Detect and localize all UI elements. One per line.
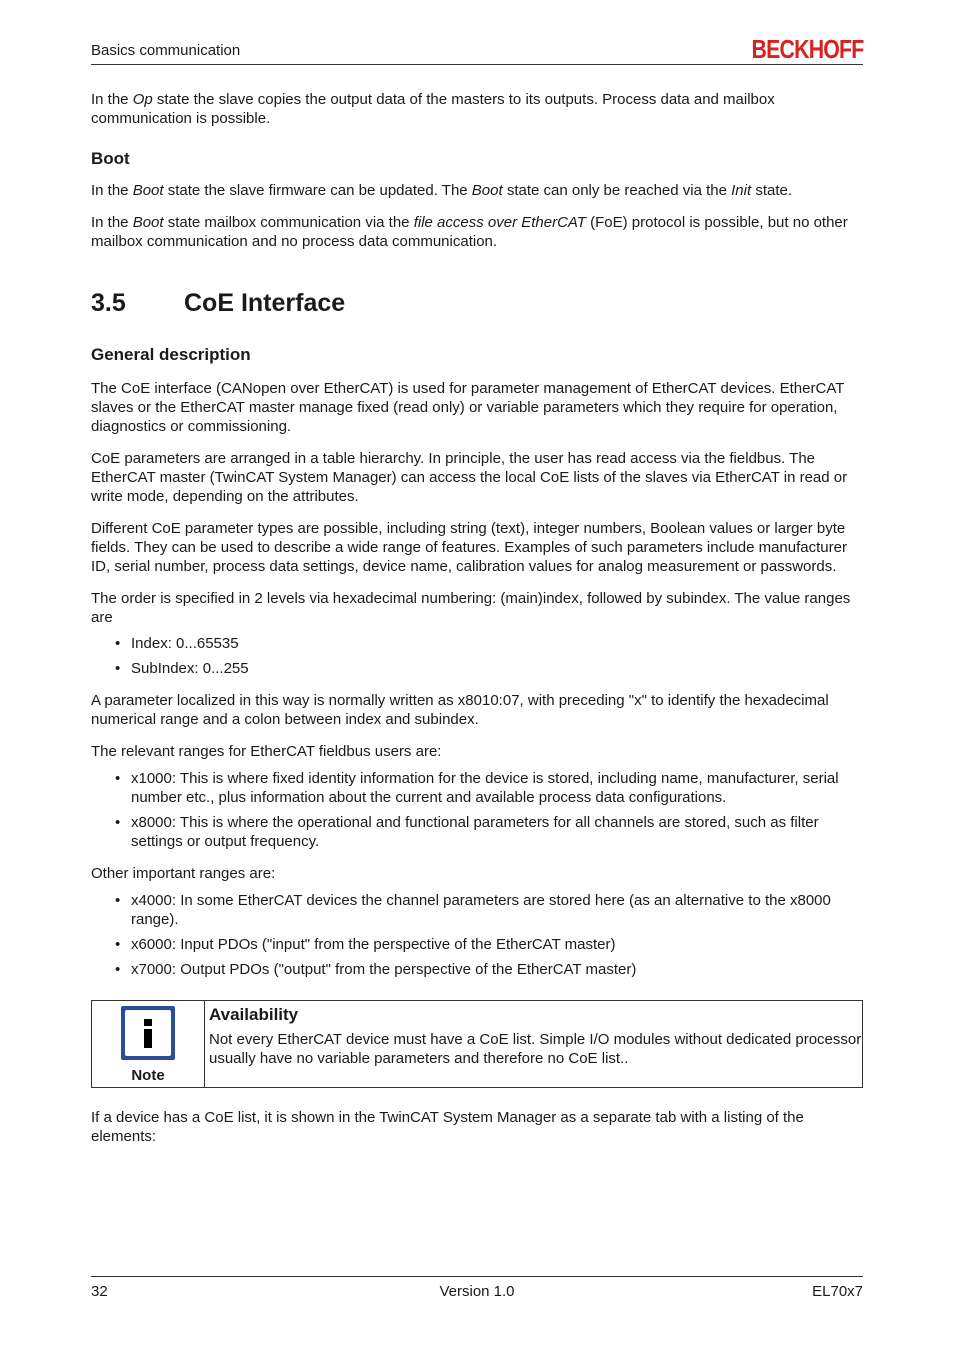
- boot-heading: Boot: [91, 149, 130, 168]
- section-heading: [91, 288, 863, 318]
- list-item: • SubIndex: 0...255: [115, 660, 249, 677]
- note-box: [91, 1000, 863, 1088]
- general-paragraph-6: The relevant ranges for EtherCAT fieldbus users are:: [91, 743, 442, 760]
- section-title: CoE Interface: [184, 289, 346, 317]
- beckhoff-logo: BECKHOFF: [751, 34, 863, 64]
- general-paragraph-1: The CoE interface (CANopen over EtherCAT) is used for parameter management of EtherCAT devices. EtherCAT slaves or the EtherCAT master manage fixed (read only) or variable parameters which they require for operation, diagnostics or commissioning.: [91, 380, 845, 435]
- relevant-ranges-list: [91, 769, 863, 851]
- section-number: 3.5: [91, 289, 126, 317]
- note-icon-cell: [92, 1001, 205, 1087]
- info-icon: [121, 1006, 175, 1060]
- general-description-heading: General description: [91, 345, 251, 364]
- note-text: Not every EtherCAT device must have a CoE list. Simple I/O modules without dedicated processor usually have no variable parameters and therefore no CoE list..: [209, 1031, 862, 1067]
- list-item: • Index: 0...65535: [115, 635, 239, 652]
- header-section-title: Basics communication: [91, 42, 241, 59]
- list-item: • x8000: This is where the operational and functional parameters for all channels are stored, such as filter settings or output frequency.: [115, 814, 819, 850]
- note-label: Note: [131, 1067, 165, 1084]
- boot-paragraph-2: In the Boot state mailbox communication via the file access over EtherCAT (FoE) protocol is possible, but no other mailbox communication and no process data communication.: [91, 214, 848, 250]
- list-item: • x6000: Input PDOs ("input" from the perspective of the EtherCAT master): [115, 936, 616, 953]
- note-content: [205, 1001, 862, 1087]
- list-item: • x4000: In some EtherCAT devices the channel parameters are stored here (as an alternative to the x8000 range).: [115, 892, 831, 928]
- general-paragraph-7: Other important ranges are:: [91, 865, 276, 882]
- general-paragraph-5: A parameter localized in this way is normally written as x8010:07, with preceding "x" to identify the hexadecimal numerical range and a colon between index and subindex.: [91, 692, 829, 728]
- page-header: [91, 36, 863, 65]
- product-name: EL70x7: [812, 1283, 863, 1300]
- general-paragraph-2: CoE parameters are arranged in a table hierarchy. In principle, the user has read access via the fieldbus. The EtherCAT master (TwinCAT System Manager) can access the local CoE lists of the slaves via EtherCAT in read or write mode, depending on the attributes.: [91, 450, 848, 505]
- list-item: • x1000: This is where fixed identity information for the device is stored, including name, manufacturer, serial number etc., plus information about the current and available process data configurations.: [115, 770, 839, 806]
- value-ranges-list: [91, 634, 863, 678]
- boot-paragraph-1: In the Boot state the slave firmware can be updated. The Boot state can only be reached via the Init state.: [91, 182, 793, 199]
- page-footer: [91, 1276, 863, 1307]
- other-ranges-list: [91, 891, 863, 979]
- op-paragraph: In the Op state the slave copies the output data of the masters to its outputs. Process data and mailbox communication is possible.: [91, 91, 775, 127]
- document-version: Version 1.0: [439, 1283, 515, 1300]
- note-title: Availability: [209, 1005, 299, 1024]
- page-content: [91, 90, 863, 1159]
- general-paragraph-4: The order is specified in 2 levels via hexadecimal numbering: (main)index, followed by subindex. The value ranges are: [91, 590, 851, 626]
- list-item: • x7000: Output PDOs ("output" from the perspective of the EtherCAT master): [115, 961, 637, 978]
- page-number: 32: [91, 1283, 108, 1300]
- general-paragraph-3: Different CoE parameter types are possible, including string (text), integer numbers, Boolean values or larger byte fields. They can be used to describe a wide range of features. Examples of such parameters include manufacturer ID, serial number, process data settings, device name, calibration values for analog measurement or passwords.: [91, 520, 847, 575]
- closing-paragraph: If a device has a CoE list, it is shown in the TwinCAT System Manager as a separate tab with a listing of the elements:: [91, 1109, 804, 1145]
